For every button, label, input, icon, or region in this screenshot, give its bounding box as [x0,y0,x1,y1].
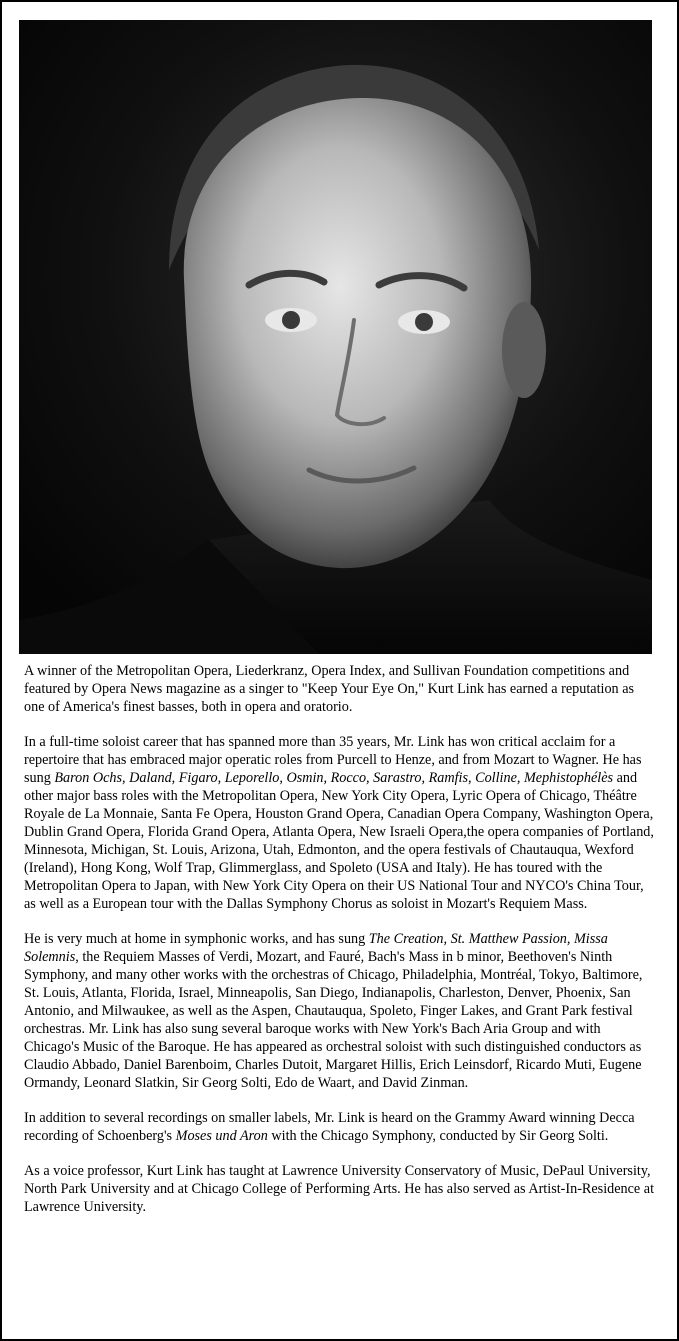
bio-p3-intro: He is very much at home in symphonic works, and has sung [24,931,369,947]
bio-p3-works: The Creation, St. Matthew Passion, Missa Solemnis [24,931,608,965]
bio-p2-intro: In a full-time soloist career that has spanned more than 35 years, Mr. Link has won critical acclaim for a repertoire that has embraced major operatic roles from Purcell to Henze, and from Mozart to Wagner. He has sung [24,734,642,786]
bio-p2-roles: Baron Ochs, Daland, Figaro, Leporello, Osmin, Rocco, Sarastro, Ramfis, Colline, Mephistophélès [54,770,614,786]
bio-p3-rest: , the Requiem Masses of Verdi, Mozart, and Fauré, Bach's Mass in b minor, Beethoven's Ninth Symphony, and many other works with the orchestras of Chicago, Philadelphia, Montréal, Tokyo, Baltimore, St. Louis, Atlanta, Florida, Israel, Minneapolis, San Diego, Indianapolis, Charleston, Denver, Phoenix, San Antonio, and Milwaukee, as well as the Aspen, Chautauqua, Spoleto, Finger Lakes, and Grant Park festival orchestras. Mr. Link has also sung several baroque works with New York's Bach Aria Group and with Chicago's Music of the Baroque. He has appeared as orchestral soloist with such distinguished conductors as Claudio Abbado, Daniel Barenboim, Charles Dutoit, Margaret Hillis, Erich Leinsdorf, Ricardo Muti, Eugene Ormandy, Leonard Slatkin, Sir Georg Solti, Edo de Waart, and David Zinman. [24,949,643,1091]
biography [24,662,654,1233]
portrait-illustration [19,20,652,654]
bio-paragraph-2 [24,733,654,913]
bio-p4-intro: In addition to several recordings on smaller labels, Mr. Link is heard on the Grammy Award winning Decca recording of Schoenberg's [24,1110,635,1144]
bio-p4-title: Moses und Aron [175,1128,268,1144]
bio-paragraph-3 [24,930,654,1092]
bio-p4-rest: with the Chicago Symphony, conducted by Sir Georg Solti. [267,1128,609,1144]
bio-paragraph-1: A winner of the Metropolitan Opera, Liederkranz, Opera Index, and Sullivan Foundation competitions and featured by Opera News magazine as a singer to "Keep Your Eye On," Kurt Link has earned a reputation as one of America's finest basses, both in opera and oratorio. [24,663,635,715]
bio-paragraph-5: As a voice professor, Kurt Link has taught at Lawrence University Conservatory of Music, DePaul University, North Park University and at Chicago College of Performing Arts. He has also served as Artist-In-Residence at Lawrence University. [24,1163,655,1215]
portrait-photo [19,20,652,654]
bio-p2-rest: and other major bass roles with the Metropolitan Opera, New York City Opera, Lyric Opera of Chicago, Théâtre Royale de La Monnaie, Santa Fe Opera, Houston Grand Opera, Canadian Opera Company, Washington Opera, Dublin Grand Opera, Florida Grand Opera, Atlanta Opera, New Israeli Opera,the opera companies of Portland, Minnesota, Michigan, St. Louis, Arizona, Utah, Edmonton, and the opera festivals of Chautauqua, Wexford (Ireland), Hong Kong, Wolf Trap, Glimmerglass, and Spoleto (USA and Italy). He has toured with the Metropolitan Opera to Japan, with New York City Opera on their US National Tour and NYCO's China Tour, as well as a European tour with the Dallas Symphony Chorus as soloist in Mozart's Requiem Mass. [24,770,654,912]
bio-paragraph-4 [24,1109,654,1145]
